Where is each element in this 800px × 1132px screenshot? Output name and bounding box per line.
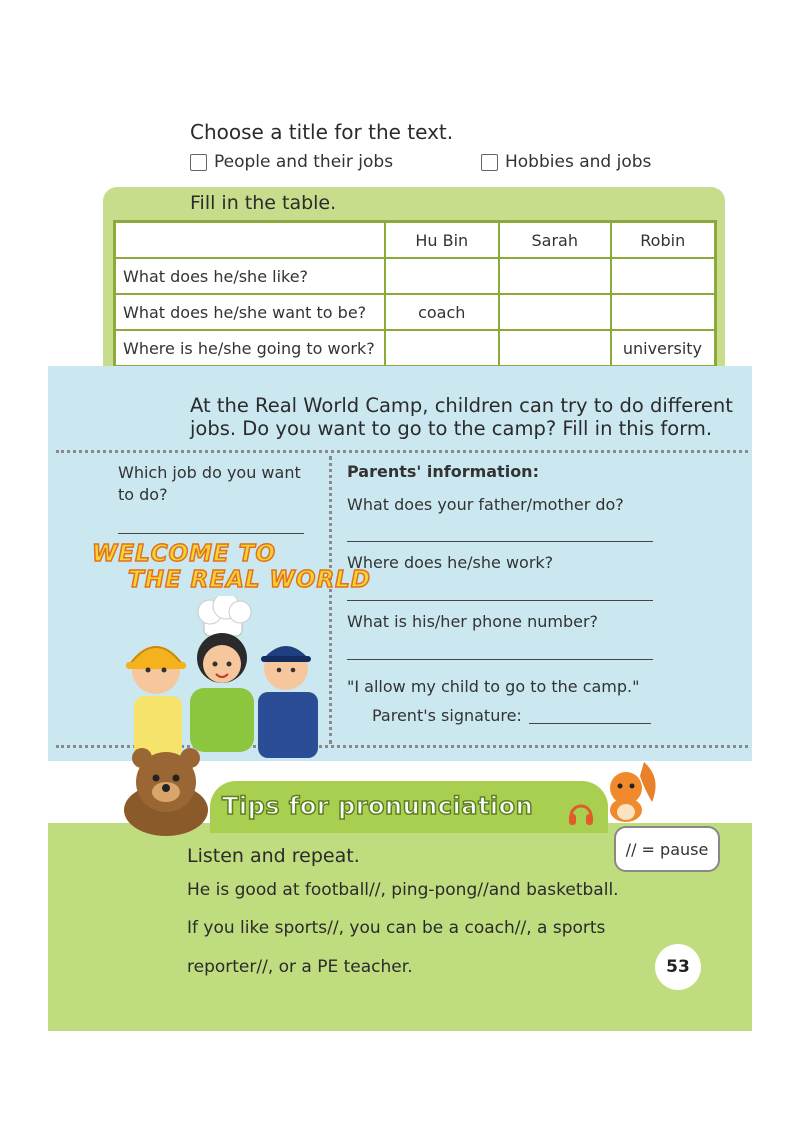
table-cell[interactable] <box>611 294 716 330</box>
row-question: Where is he/she going to work? <box>115 330 385 367</box>
welcome-line1: WELCOME TO <box>92 541 277 567</box>
father-mother-question: What does your father/mother do? <box>347 495 624 514</box>
children-illustration <box>118 596 323 758</box>
table-cell[interactable]: coach <box>385 294 499 330</box>
table-header: Hu Bin <box>385 222 499 259</box>
job-question: Which job do you want to do? <box>118 463 301 504</box>
table-cell[interactable] <box>499 258 611 294</box>
table-row <box>115 258 716 294</box>
tips-line-2: If you like sports//, you can be a coach//, a sports <box>187 918 606 938</box>
table-row <box>115 294 716 330</box>
signature-label: Parent's signature: <box>372 706 522 725</box>
table-title: Fill in the table. <box>190 192 337 214</box>
signature-blank[interactable] <box>529 723 651 724</box>
welcome-line2: THE REAL WORLD <box>128 567 371 593</box>
row-question: What does he/she like? <box>115 258 385 294</box>
table-cell[interactable] <box>611 258 716 294</box>
checkbox-people-jobs[interactable] <box>190 154 207 171</box>
row-question: What does he/she want to be? <box>115 294 385 330</box>
parents-heading: Parents' information: <box>347 462 539 481</box>
choose-title: Choose a title for the text. <box>190 120 454 144</box>
job-answer-line[interactable] <box>118 533 304 534</box>
table-header: Sarah <box>499 222 611 259</box>
work-place-question: Where does he/she work? <box>347 553 554 572</box>
work-place-blank[interactable] <box>347 600 653 601</box>
table-cell[interactable] <box>385 330 499 367</box>
bear-mascot-icon <box>116 738 216 838</box>
table-header-row <box>115 222 716 259</box>
dotted-divider-vertical <box>329 456 332 744</box>
table-cell[interactable] <box>499 330 611 367</box>
tips-line-1: He is good at football//, ping-pong//and basketball. <box>187 880 619 900</box>
fill-in-table <box>113 220 717 368</box>
option-hobbies-jobs[interactable] <box>481 152 651 172</box>
table-header: Robin <box>611 222 716 259</box>
squirrel-mascot-icon <box>600 758 660 824</box>
table-header-blank <box>115 222 385 259</box>
table-cell[interactable]: university <box>611 330 716 367</box>
option-label: People and their jobs <box>214 152 394 172</box>
table-row <box>115 330 716 367</box>
headphones-icon <box>566 798 596 828</box>
option-label: Hobbies and jobs <box>505 152 652 172</box>
dotted-divider-top <box>56 450 748 453</box>
table-cell[interactable] <box>385 258 499 294</box>
tips-line-3: reporter//, or a PE teacher. <box>187 957 413 977</box>
phone-blank[interactable] <box>347 659 653 660</box>
table-cell[interactable] <box>499 294 611 330</box>
job-answer-blank[interactable] <box>347 541 653 542</box>
option-people-jobs[interactable] <box>190 152 393 172</box>
pause-note-bubble: // = pause <box>614 826 720 872</box>
phone-question: What is his/her phone number? <box>347 612 599 631</box>
allow-statement: "I allow my child to go to the camp." <box>347 677 640 696</box>
tips-title: Tips for pronunciation <box>222 792 534 820</box>
tips-instruction: Listen and repeat. <box>187 845 360 867</box>
page-number: 53 <box>655 944 701 990</box>
checkbox-hobbies-jobs[interactable] <box>481 154 498 171</box>
camp-intro: At the Real World Camp, children can try to do different jobs. Do you want to go to the camp? Fill in this form. <box>190 394 733 440</box>
